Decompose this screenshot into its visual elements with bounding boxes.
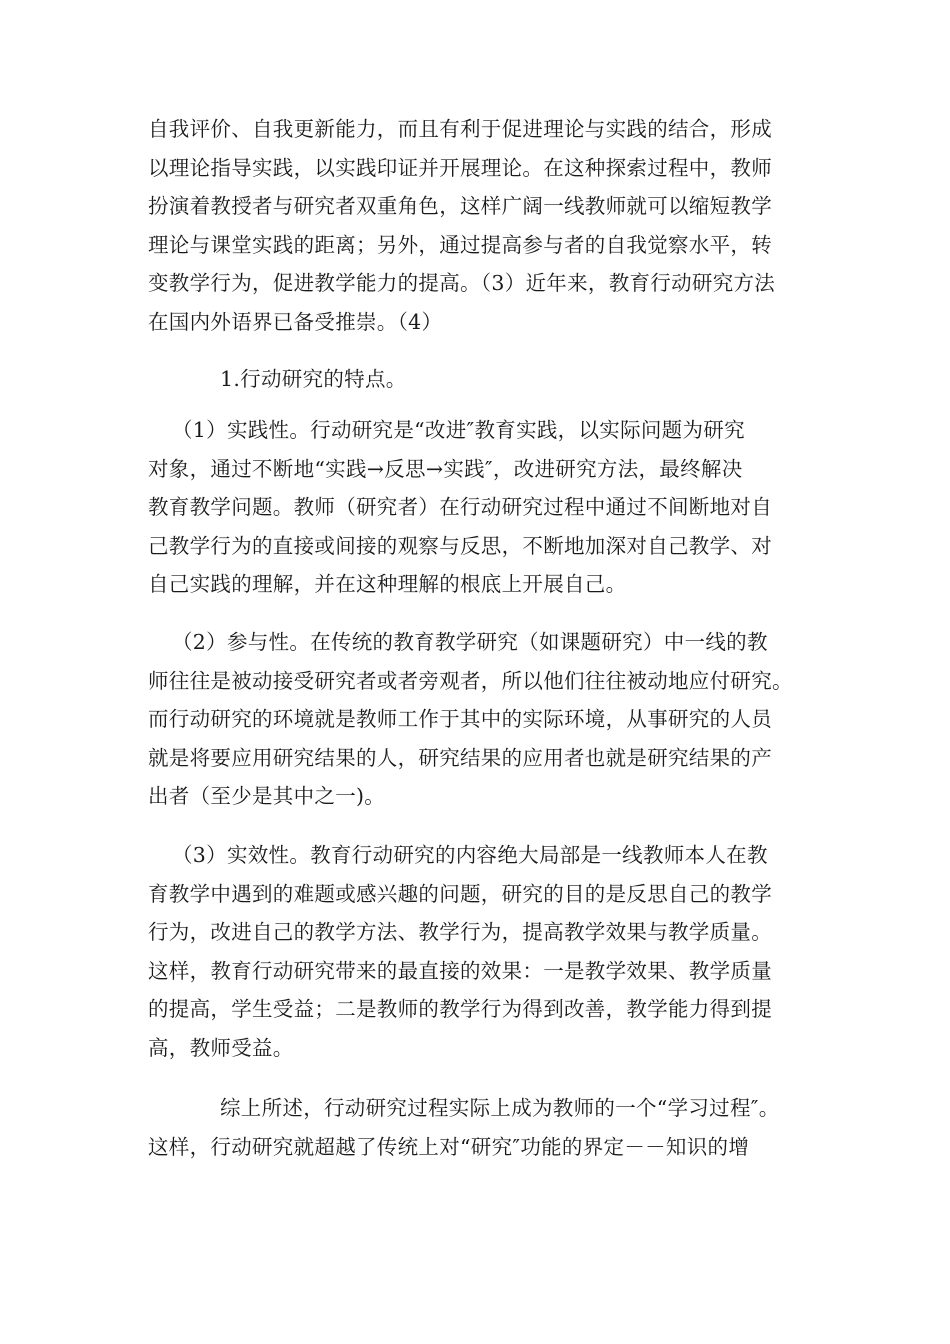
text-line: （1）实践性。行动研究是“改进″教育实践，以实际问题为研究 — [172, 418, 745, 442]
text-line: 师往往是被动接受研究者或者旁观者，所以他们往往被动地应付研究。 — [148, 668, 793, 693]
text-line: 出者（至少是其中之一)。 — [148, 784, 386, 809]
intro-paragraph — [148, 110, 808, 342]
text-line: 行为，改进自己的教学方法、教学行为，提高教学效果与教学质量。 — [148, 920, 772, 945]
section-heading-text: 1.行动研究的特点。 — [220, 367, 407, 391]
text-line: 就是将要应用研究结果的人，研究结果的应用者也就是研究结果的产 — [148, 745, 772, 770]
text-line: 己教学行为的直接或间接的观察与反思，不断地加深对自己教学、对 — [148, 533, 772, 558]
text-line: 以理论指导实践，以实践印证并开展理论。在这种探索过程中，教师 — [148, 155, 772, 180]
text-line: （3）实效性。教育行动研究的内容绝大局部是一线教师本人在教 — [172, 843, 768, 867]
text-line: 自己实践的理解，并在这种理解的根底上开展自己。 — [148, 572, 627, 597]
practicality-paragraph — [148, 411, 808, 604]
summary-paragraph — [148, 1089, 808, 1166]
text-line: 扮演着教授者与研究者双重角色，这样广阔一线教师就可以缩短教学 — [148, 194, 772, 219]
text-line: 这样，行动研究就超越了传统上对“研究″功能的界定－－知识的增 — [148, 1134, 750, 1159]
text-line: 对象，通过不断地“实践→反思→实践″，改进研究方法，最终解决 — [148, 456, 743, 481]
text-line: 这样，教育行动研究带来的最直接的效果：一是教学效果、教学质量 — [148, 958, 772, 983]
text-line: 变教学行为，促进教学能力的提高。（3）近年来，教育行动研究方法 — [148, 271, 776, 296]
text-line: （2）参与性。在传统的教育教学研究（如课题研究）中一线的教 — [172, 630, 768, 654]
text-line: 教育教学问题。教师（研究者）在行动研究过程中通过不间断地对自 — [148, 495, 772, 520]
participation-paragraph — [148, 623, 808, 816]
text-line: 综上所述，行动研究过程实际上成为教师的一个“学习过程″。 — [220, 1096, 780, 1120]
text-line: 育教学中遇到的难题或感兴趣的问题，研究的目的是反思自己的教学 — [148, 881, 772, 906]
text-line: 而行动研究的环境就是教师工作于其中的实际环境，从事研究的人员 — [148, 707, 772, 732]
text-line: 自我评价、自我更新能力，而且有利于促进理论与实践的结合，形成 — [148, 117, 772, 141]
text-line: 的提高，学生受益；二是教师的教学行为得到改善，教学能力得到提 — [148, 997, 772, 1022]
text-line: 在国内外语界已备受推崇。（4） — [148, 309, 443, 334]
text-line: 高，教师受益。 — [148, 1035, 294, 1060]
effectiveness-paragraph — [148, 836, 808, 1068]
text-line: 理论与课堂实践的距离；另外，通过提高参与者的自我觉察水平，转 — [148, 232, 772, 257]
section-heading — [148, 360, 808, 399]
